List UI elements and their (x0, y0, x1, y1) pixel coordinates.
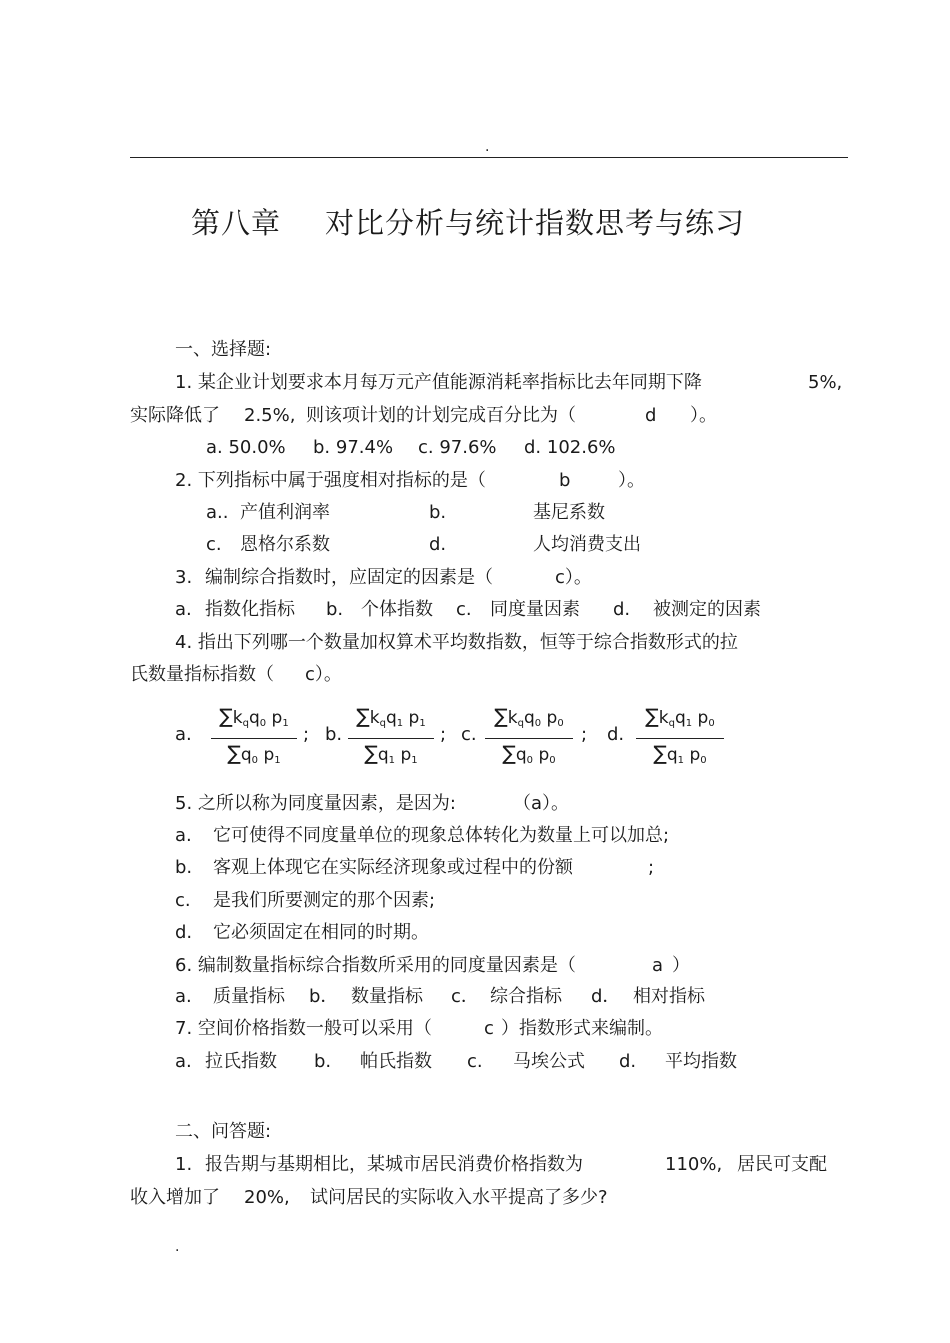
q4-separator-2: ; (440, 724, 447, 745)
q3-option-c-letter: c. (456, 599, 472, 620)
section-heading-choice: 一、选择题: (175, 339, 272, 360)
q4-formula-c: $\sum k_qq_0$ $p_0$ $\sum q_0$ $p_0$ (485, 705, 573, 772)
q1-line1-tail: 5%, (808, 372, 843, 393)
q4-label-a: a. (175, 724, 192, 745)
q2-option-d-letter: d. (429, 534, 447, 555)
q6-option-a-letter: a. (175, 986, 192, 1007)
q7-stem-end: ）指数形式来编制。 (501, 1018, 663, 1039)
q2-answer: b (559, 470, 571, 491)
q6-option-d-letter: d． (591, 986, 621, 1007)
q1-line2-end: ）。 (690, 405, 717, 426)
q5-option-d: 它必须固定在相同的时期。 (213, 922, 429, 943)
q5-option-a: 它可使得不同度量单位的现象总体转化为数量上可以加总; (213, 825, 670, 846)
q4-line2: 氏数量指标指数（ (130, 664, 274, 685)
qa1-line2-value: 20%, (244, 1187, 290, 1208)
chapter-label: 第八章 (191, 206, 282, 240)
q6-option-c: 综合指标 (490, 986, 562, 1007)
header-dot: . (485, 139, 490, 155)
footer-dot: . (175, 1239, 180, 1255)
q3-option-d-letter: d. (613, 599, 631, 620)
q4-label-b: b. (325, 724, 343, 745)
q5-option-c: 是我们所要测定的那个因素; (213, 890, 436, 911)
q2-option-c: 恩格尔系数 (240, 534, 330, 555)
q3-option-d: 被测定的因素 (653, 599, 761, 620)
qa1-line1-end: 居民可支配 (737, 1154, 827, 1175)
q7-option-c-letter: c. (467, 1051, 483, 1072)
q4-line1: 4. 指出下列哪一个数量加权算术平均数指数，恒等于综合指数形式的拉 (175, 632, 738, 653)
q2-stem: 2. 下列指标中属于强度相对指标的是（ (175, 470, 486, 491)
q3-number: 3. (175, 567, 193, 588)
qa1-number: 1. (175, 1154, 193, 1175)
q1-option-b: b. 97.4% (313, 437, 394, 458)
q6-option-b-letter: b． (309, 986, 339, 1007)
q6-answer: a (652, 955, 664, 976)
q7-option-c: 马埃公式 (513, 1051, 585, 1072)
q4-label-c: c. (461, 724, 477, 745)
q6-option-c-letter: c． (451, 986, 479, 1007)
q7-option-b-letter: b. (314, 1051, 332, 1072)
q2-option-a-letter: a.. (206, 502, 229, 523)
q7-option-d-letter: d. (619, 1051, 637, 1072)
q4-formula-a: $\sum k_qq_0$ $p_1$ $\sum q_0$ $p_1$ (211, 705, 297, 772)
q3-answer: c）。 (555, 567, 592, 588)
q2-option-d: 人均消费支出 (533, 534, 641, 555)
q2-option-b-letter: b. (429, 502, 447, 523)
qa1-line2-end: 试问居民的实际收入水平提高了多少? (310, 1187, 608, 1208)
qa1-line2: 收入增加了 (130, 1187, 220, 1208)
q1-line2-rest: 则该项计划的计划完成百分比为（ (306, 405, 576, 426)
q7-option-a: 拉氏指数 (205, 1051, 277, 1072)
q3-option-c: 同度量因素 (490, 599, 580, 620)
q3-stem: 编制综合指数时，应固定的因素是（ (205, 567, 493, 588)
q5-option-b-letter: b. (175, 857, 193, 878)
q5-option-d-letter: d. (175, 922, 193, 943)
qa1-line1-value: 110%, (665, 1154, 723, 1175)
header-rule (130, 157, 848, 158)
q3-option-b: 个体指数 (361, 599, 433, 620)
q4-answer: c）。 (305, 664, 342, 685)
q1-option-c: c. 97.6% (418, 437, 497, 458)
q5-stem: 5. 之所以称为同度量因素，是因为: (175, 793, 456, 814)
q2-stem-end: ）。 (618, 470, 645, 491)
q5-answer: （a）。 (513, 793, 570, 814)
q5-option-a-letter: a. (175, 825, 192, 846)
q6-option-b: 数量指标 (351, 986, 423, 1007)
q4-separator-1: ; (303, 724, 310, 745)
q6-stem: 6. 编制数量指标综合指数所采用的同度量因素是（ (175, 955, 576, 976)
q7-stem: 7. 空间价格指数一般可以采用（ (175, 1018, 432, 1039)
q3-option-a: 指数化指标 (205, 599, 295, 620)
q4-formula-d: $\sum k_qq_1$ $p_0$ $\sum q_1$ $p_0$ (636, 705, 724, 772)
q4-label-d: d. (607, 724, 625, 745)
q4-separator-3: ; (581, 724, 588, 745)
page-title: 对比分析与统计指数思考与练习 (325, 206, 746, 240)
q5-option-b: 客观上体现它在实际经济现象或过程中的份额 (213, 857, 573, 878)
q1-option-a: a. 50.0% (206, 437, 286, 458)
q3-option-b-letter: b. (326, 599, 344, 620)
q5-option-b-end: ; (648, 857, 655, 878)
q1-line2-value: 2.5%, (244, 405, 296, 426)
q6-option-a: 质量指标 (213, 986, 285, 1007)
q1-option-d: d. 102.6% (524, 437, 616, 458)
q1-line1: 1. 某企业计划要求本月每万元产值能源消耗率指标比去年同期下降 (175, 372, 702, 393)
q7-option-b: 帕氏指数 (360, 1051, 432, 1072)
qa1-line1: 报告期与基期相比，某城市居民消费价格指数为 (205, 1154, 583, 1175)
section-heading-qa: 二、问答题: (175, 1121, 272, 1142)
q6-stem-end: ） (672, 955, 690, 976)
q7-option-d: 平均指数 (665, 1051, 737, 1072)
q6-option-d: 相对指标 (633, 986, 705, 1007)
q5-option-c-letter: c. (175, 890, 191, 911)
q7-answer: c (484, 1018, 494, 1039)
q3-option-a-letter: a. (175, 599, 192, 620)
q7-option-a-letter: a. (175, 1051, 192, 1072)
q4-formula-b: $\sum k_qq_1$ $p_1$ $\sum q_1$ $p_1$ (348, 705, 434, 772)
q2-option-c-letter: c. (206, 534, 222, 555)
q1-answer: d (645, 405, 657, 426)
q2-option-a: 产值利润率 (240, 502, 330, 523)
q2-option-b: 基尼系数 (533, 502, 605, 523)
q1-line2: 实际降低了 (130, 405, 220, 426)
